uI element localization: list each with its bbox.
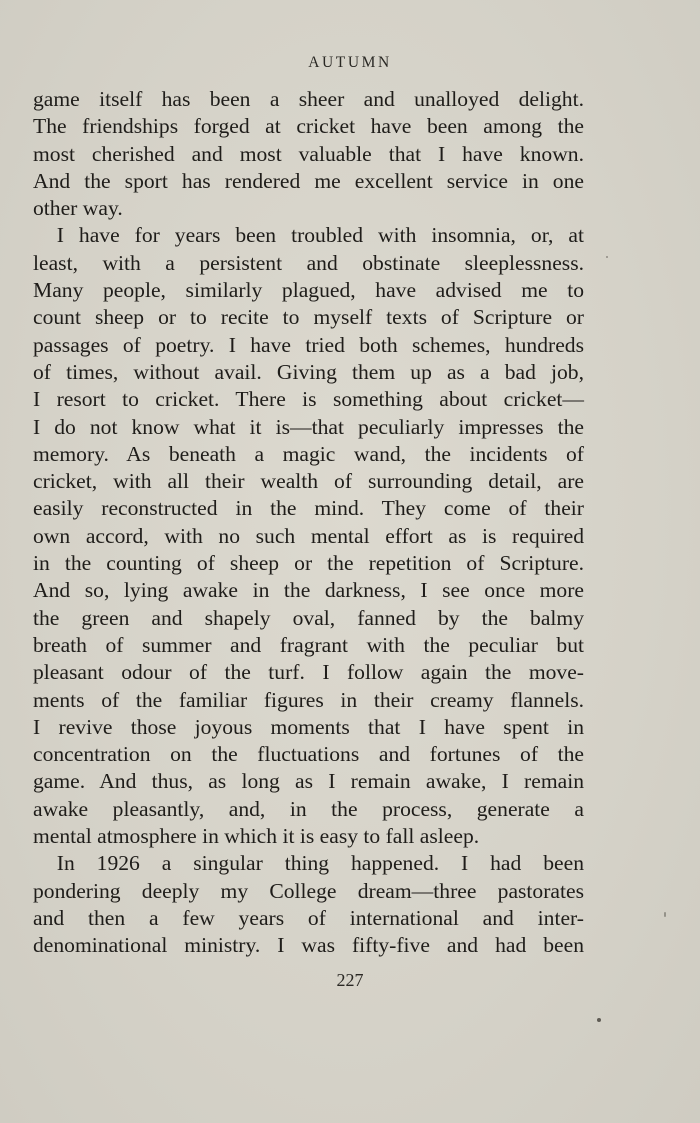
text-line: count sheep or to recite to myself texts of Scripture or xyxy=(33,305,584,330)
text-line: and then a few years of international and inter- xyxy=(33,905,584,930)
text-line: And so, lying awake in the darkness, I see once more xyxy=(33,578,584,603)
text-line: other way. xyxy=(33,196,123,221)
text-line: of times, without avail. Giving them up as a bad job, xyxy=(33,359,584,384)
text-line: breath of summer and fragrant with the peculiar but xyxy=(33,632,584,657)
text-line: I have for years been troubled with insomnia, or, at xyxy=(56,223,584,248)
paper-speck xyxy=(606,256,608,258)
text-line: passages of poetry. I have tried both schemes, hundreds xyxy=(33,332,584,357)
text-line: I revive those joyous moments that I have spent in xyxy=(33,714,584,739)
text-line: least, with a persistent and obstinate sleeplessness. xyxy=(33,250,584,275)
text-line: ments of the familiar figures in their creamy flannels. xyxy=(33,687,584,712)
page-number: 227 xyxy=(336,970,364,990)
text-line: easily reconstructed in the mind. They come of their xyxy=(33,496,584,521)
text-line: pondering deeply my College dream—three pastorates xyxy=(33,878,584,903)
paper-speck xyxy=(664,912,666,917)
text-line: denominational ministry. I was fifty-five and had been xyxy=(33,933,584,958)
text-line: in the counting of sheep or the repetition of Scripture. xyxy=(33,551,584,576)
text-line: cricket, with all their wealth of surrounding detail, are xyxy=(33,469,584,494)
text-line: concentration on the fluctuations and fortunes of the xyxy=(33,742,584,767)
text-line: mental atmosphere in which it is easy to fall asleep. xyxy=(33,824,480,849)
running-head: AUTUMN xyxy=(308,54,392,71)
text-line: memory. As beneath a magic wand, the incidents of xyxy=(33,441,584,466)
text-line: I resort to cricket. There is something about cricket— xyxy=(33,387,584,412)
text-line: pleasant odour of the turf. I follow again the move- xyxy=(33,660,584,685)
text-line: The friendships forged at cricket have been among the xyxy=(33,114,584,139)
text-line: In 1926 a singular thing happened. I had been xyxy=(56,851,584,876)
text-line: I do not know what it is—that peculiarly impresses the xyxy=(33,414,584,439)
body-text xyxy=(33,86,584,960)
paper-speck xyxy=(597,1018,601,1022)
text-line: awake pleasantly, and, in the process, generate a xyxy=(33,796,584,821)
text-line: game. And thus, as long as I remain awake, I remain xyxy=(33,769,584,794)
text-line: the green and shapely oval, fanned by the balmy xyxy=(33,605,584,630)
text-line: own accord, with no such mental effort as is required xyxy=(33,523,584,548)
text-line: And the sport has rendered me excellent service in one xyxy=(33,168,584,193)
text-line: game itself has been a sheer and unalloyed delight. xyxy=(33,87,584,111)
text-line: most cherished and most valuable that I have known. xyxy=(33,141,584,166)
text-line: Many people, similarly plagued, have advised me to xyxy=(33,278,584,303)
